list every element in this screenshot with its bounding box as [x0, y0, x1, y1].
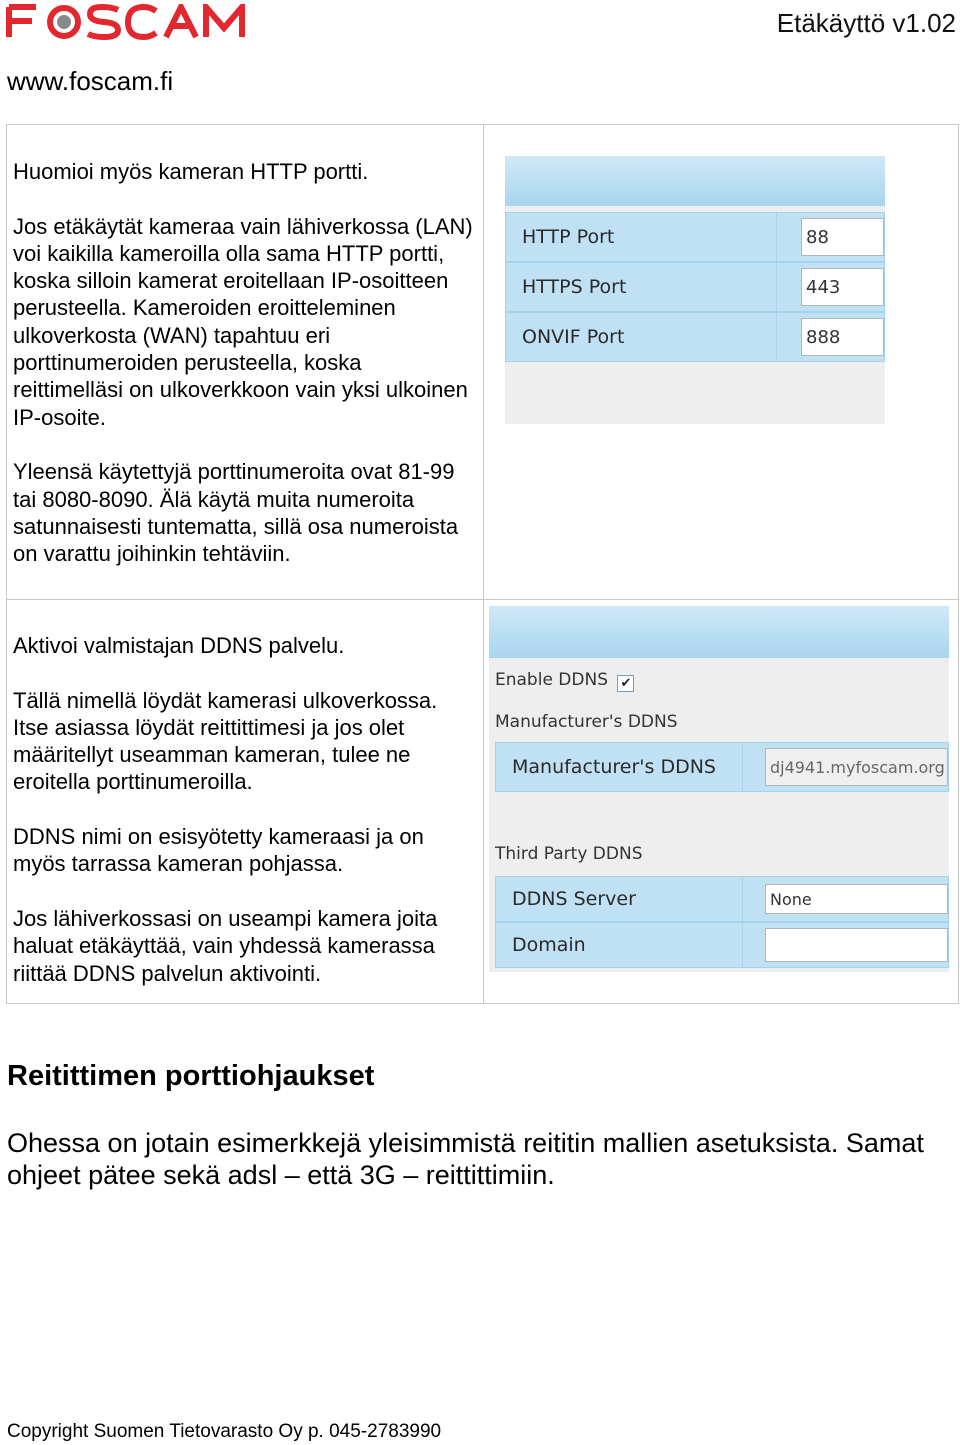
onvif-port-cell: [777, 312, 885, 362]
http-port-cell: [777, 212, 885, 262]
port-row-onvif: [505, 312, 885, 362]
website-url: www.foscam.fi: [7, 66, 174, 96]
manufacturer-ddns-heading: Manufacturer's DDNS: [495, 712, 678, 732]
manufacturer-ddns-label: Manufacturer's DDNS: [495, 742, 743, 792]
instruction-table: [6, 124, 959, 1004]
third-party-ddns-table: [495, 876, 949, 968]
enable-ddns-label: [495, 670, 634, 692]
port-instructions: [13, 158, 475, 567]
router-intro: Ohessa on jotain esimerkkejä yleisimmistä reititin mallien asetuksista. Samat ohjeet pätee sekä adsl – että 3G – reittittimiin.: [7, 1128, 924, 1190]
ddns-server-select[interactable]: None: [765, 884, 948, 914]
panel-header-bar: [489, 606, 949, 658]
foscam-logo: [6, 4, 316, 40]
port-table: [505, 212, 885, 362]
manufacturer-ddns-input[interactable]: dj4941.myfoscam.org: [765, 748, 948, 786]
paragraph: Tällä nimellä löydät kamerasi ulkoverkossa. Itse asiassa löydät reittittimesi ja jos olet määritellyt useamman kameran, tulee ne eroitella porttinumeroilla.: [13, 687, 438, 795]
https-port-label: HTTPS Port: [505, 262, 777, 312]
paragraph: Aktivoi valmistajan DDNS palvelu.: [13, 633, 345, 658]
table-divider-horizontal: [7, 599, 958, 600]
paragraph: Huomioi myös kameran HTTP portti.: [13, 159, 369, 184]
manufacturer-ddns-row: [495, 742, 949, 792]
ddns-settings-panel: [489, 606, 949, 972]
manufacturer-ddns-cell: [743, 742, 949, 792]
ddns-server-row: [495, 876, 949, 922]
copyright-footer: Copyright Suomen Tietovarasto Oy p. 045-2783990: [7, 1421, 442, 1442]
port-row-http: [505, 212, 885, 262]
onvif-port-label: ONVIF Port: [505, 312, 777, 362]
paragraph: DDNS nimi on esisyötetty kameraasi ja on myös tarrassa kameran pohjassa.: [13, 824, 424, 877]
https-port-input[interactable]: 443: [801, 268, 884, 306]
domain-input[interactable]: [765, 928, 948, 962]
ddns-instructions: [13, 632, 475, 987]
port-settings-panel: [505, 156, 885, 424]
onvif-port-input[interactable]: 888: [801, 318, 884, 356]
port-row-https: [505, 262, 885, 312]
panel-header-bar: [505, 156, 885, 206]
enable-ddns-checkbox[interactable]: ✔: [617, 675, 634, 692]
version-label: Etäkäyttö v1.02: [776, 8, 956, 38]
http-port-input[interactable]: 88: [801, 218, 884, 256]
router-heading: Reitittimen porttiohjaukset: [7, 1060, 375, 1092]
paragraph: Yleensä käytettyjä porttinumeroita ovat 81-99 tai 8080-8090. Älä käytä muita numeroita satunnaisesti tuntematta, sillä osa numeroista on varattu joihinkin tehtäviin.: [13, 459, 459, 567]
enable-ddns-text: Enable DDNS: [495, 670, 608, 690]
domain-cell: [743, 922, 949, 968]
domain-label: Domain: [495, 922, 743, 968]
paragraph: Jos lähiverkossasi on useampi kamera joita haluat etäkäyttää, vain yhdessä kamerassa riittää DDNS palvelun aktivointi.: [13, 905, 438, 986]
ddns-server-cell: [743, 876, 949, 922]
third-party-ddns-heading: Third Party DDNS: [495, 844, 643, 864]
http-port-label: HTTP Port: [505, 212, 777, 262]
paragraph: Jos etäkäytät kameraa vain lähiverkossa (LAN) voi kaikilla kameroilla olla sama HTTP portti, koska silloin kamerat eroitellaan IP-osoitteen perusteella. Kameroiden eroitteleminen ulkoverkosta (WAN) tapahtuu eri porttinumeroiden perusteella, koska reittimelläsi on ulkoverkkoon vain yksi ulkoinen IP-osoite.: [13, 213, 473, 430]
https-port-cell: [777, 262, 885, 312]
ddns-server-label: DDNS Server: [495, 876, 743, 922]
table-divider-vertical: [483, 125, 484, 1003]
domain-row: [495, 922, 949, 968]
